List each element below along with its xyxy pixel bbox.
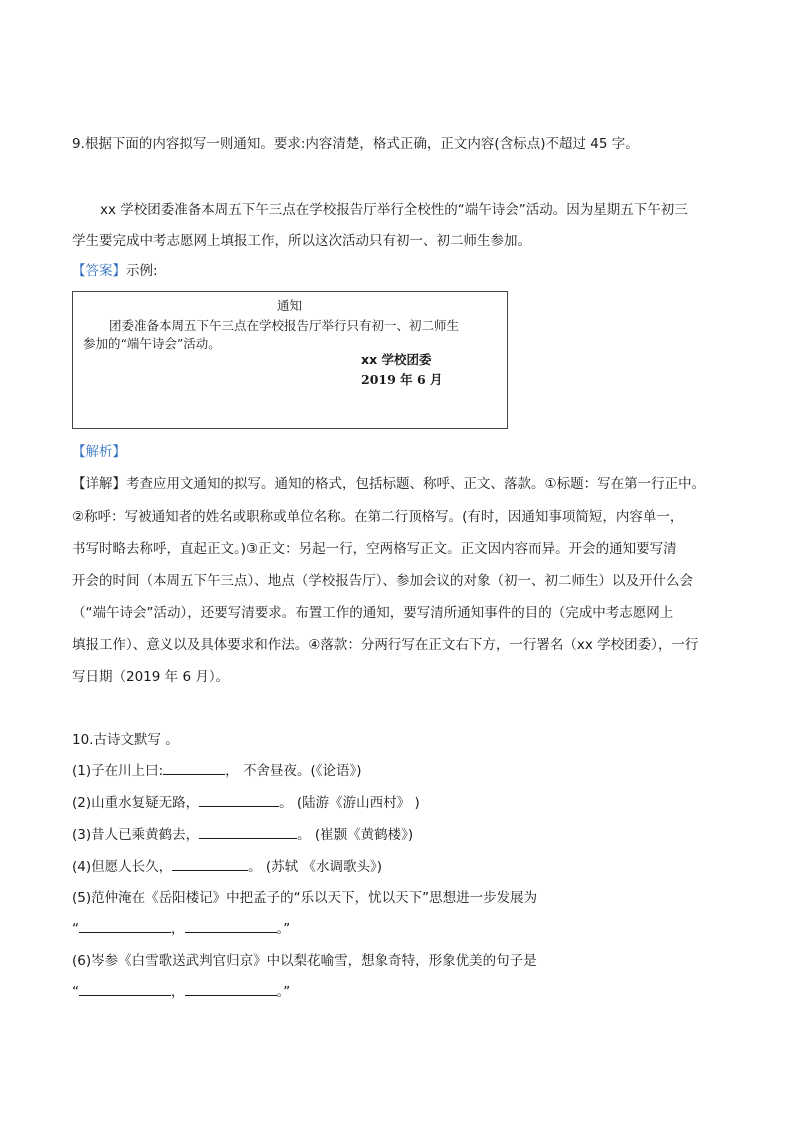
- q10-item-3-pre: (3)昔人已乘黄鹤去，: [72, 827, 200, 843]
- q10-item-5-answer: [72, 920, 290, 938]
- open-quote: “: [72, 921, 79, 937]
- q9-answer-line: [72, 262, 158, 280]
- open-quote: “: [72, 984, 79, 1000]
- q10-item-1-post: ， 不舍昼夜。(《论语》): [225, 763, 362, 779]
- q10-item-6-prompt: (6)岑参《白雪歌送武判官归京》中以梨花喻雪，想象奇特，形象优美的句子是: [72, 953, 537, 969]
- close-quote: 。”: [276, 984, 291, 1000]
- answer-blank[interactable]: [79, 983, 171, 996]
- q10-item-4-pre: (4)但愿人长久，: [72, 859, 173, 875]
- q9-prompt: 9.根据下面的内容拟写一则通知。要求:内容清楚，格式正确，正文内容(含标点)不超过 45 字。: [72, 136, 639, 152]
- q10-item-6-answer: [72, 983, 290, 1001]
- comma: ，: [171, 921, 185, 937]
- answer-blank[interactable]: [79, 920, 171, 933]
- q10-item-2-post: 。 (陆游《游山西村》 ): [279, 795, 420, 811]
- detail-line-6: 填报工作）、意义以及具体要求和作法。④落款：分两行写在正文右下方，一行署名（xx 学校团委），一行: [72, 637, 699, 653]
- detail-line-5: （“端午诗会”活动），还要写清要求。布置工作的通知，要写清所通知事件的目的（完成中考志愿网上: [72, 605, 674, 621]
- q10-item-4: [72, 858, 382, 876]
- answer-tag: 【答案】: [72, 263, 126, 279]
- answer-blank[interactable]: [199, 826, 297, 839]
- detail-line-1: 【详解】考查应用文通知的拟写。通知的格式，包括标题、称呼、正文、落款。①标题：写在第一行正中。: [72, 476, 706, 492]
- q10-item-3: [72, 826, 413, 844]
- q10-item-4-post: 。 (苏轼 《水调歌头》): [248, 859, 382, 875]
- q10-item-1-pre: (1)子在川上曰:: [72, 763, 164, 779]
- q10-item-2: [72, 794, 420, 812]
- notice-body-line1: 团委准备本周五下午三点在学校报告厅举行只有初一、初二师生: [109, 318, 460, 333]
- q10-item-5-prompt: (5)范仲淹在《岳阳楼记》中把孟子的“乐以天下，忧以天下”思想进一步发展为: [72, 890, 538, 906]
- answer-blank[interactable]: [185, 920, 277, 933]
- q10-title: 10.古诗文默写 。: [72, 732, 179, 748]
- analysis-tag: 【解析】: [72, 444, 126, 460]
- q10-item-1: [72, 762, 362, 780]
- close-quote: 。”: [276, 921, 291, 937]
- q10-item-3-post: 。 (崔颢《黄鹤楼》): [297, 827, 414, 843]
- answer-blank[interactable]: [185, 983, 277, 996]
- answer-intro: 示例:: [126, 263, 158, 279]
- detail-line-2: ②称呼：写被通知者的姓名或职称或单位名称。在第二行顶格写。(有时，因通知事项简短，内容单一，: [72, 509, 684, 525]
- detail-line-7: 写日期（2019 年 6 月）。: [72, 669, 230, 685]
- q9-material-line1: xx 学校团委准备本周五下午三点在学校报告厅举行全校性的“端午诗会”活动。因为星期五下午初三: [100, 202, 688, 218]
- notice-title: 通知: [277, 298, 303, 313]
- notice-body-line2: 参加的“端午诗会”活动。: [83, 336, 221, 351]
- answer-blank[interactable]: [172, 858, 248, 871]
- detail-line-4: 开会的时间（本周五下午三点）、地点（学校报告厅）、参加会议的对象（初一、初二师生）以及开什么会: [72, 573, 693, 589]
- q10-item-2-pre: (2)山重水复疑无路，: [72, 795, 200, 811]
- comma: ，: [171, 984, 185, 1000]
- notice-date: 2019 年 6 月: [361, 372, 443, 387]
- q9-material-line2: 学生要完成中考志愿网上填报工作，所以这次活动只有初一、初二师生参加。: [72, 233, 531, 249]
- answer-blank[interactable]: [199, 794, 279, 807]
- answer-blank[interactable]: [163, 762, 225, 775]
- detail-line-3: 书写时略去称呼，直起正文。)③正文：另起一行，空两格写正文。正文因内容而异。开会的通知要写清: [72, 541, 677, 557]
- notice-signature: xx 学校团委: [361, 352, 432, 367]
- sample-notice-box: [72, 291, 508, 429]
